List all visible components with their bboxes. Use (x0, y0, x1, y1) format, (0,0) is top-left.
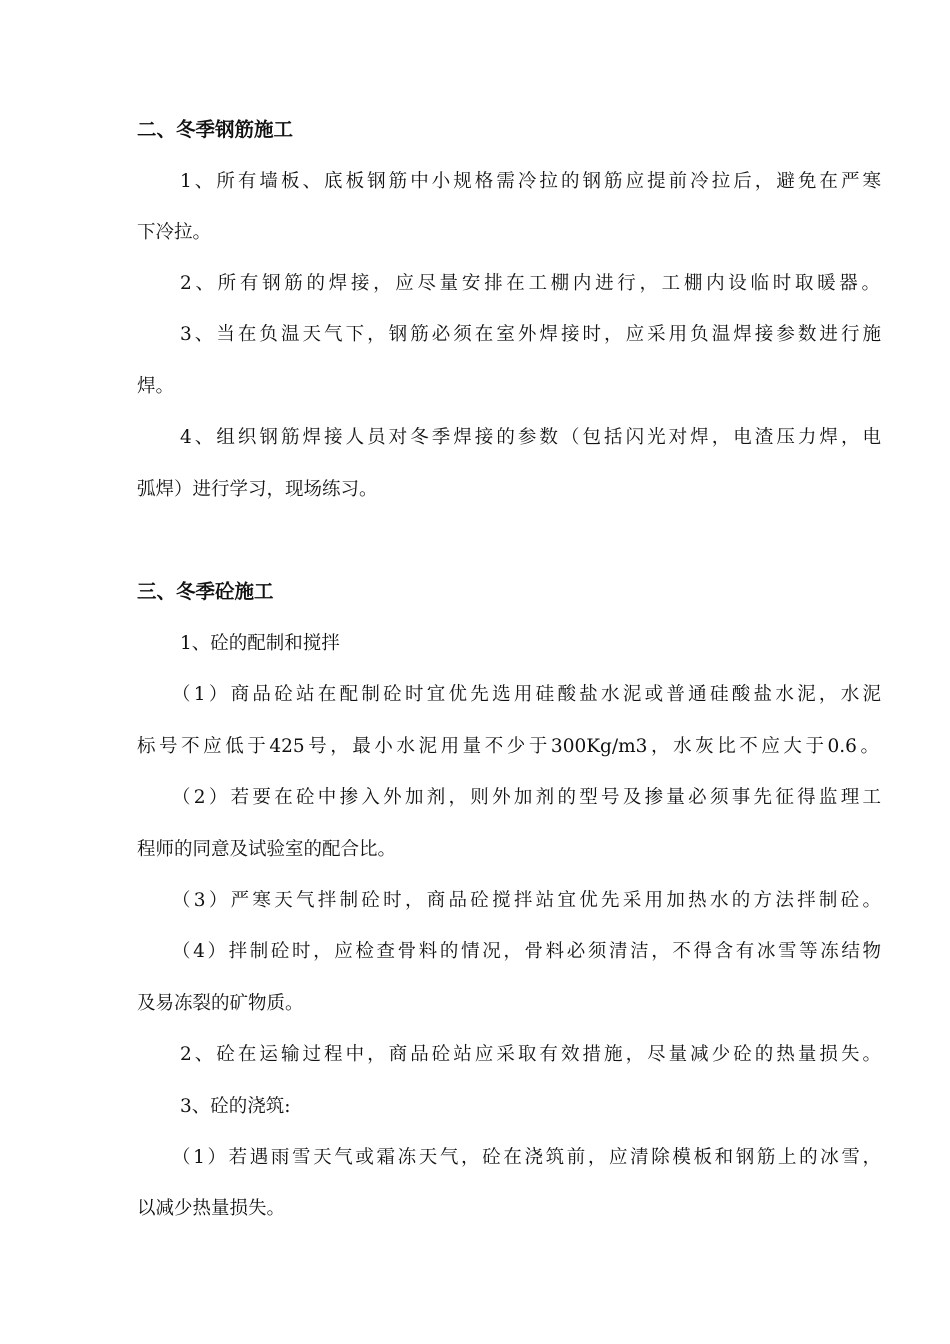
section-2-item-1-line-1: 1、所有墙板、底板钢筋中小规格需冷拉的钢筋应提前冷拉后，避免在严寒 (180, 171, 881, 192)
section-3-para-4-line-2: 及易冻裂的矿物质。 (137, 993, 304, 1014)
section-3-heading: 三、冬季砼施工 (137, 580, 274, 603)
section-3-para-4-line-1: （4）拌制砼时，应检查骨料的情况，骨料必须清洁，不得含有冰雪等冻结物 (172, 941, 881, 962)
section-2-item-3-line-1: 3、当在负温天气下，钢筋必须在室外焊接时，应采用负温焊接参数进行施 (180, 324, 881, 345)
section-2-item-4-line-1: 4、组织钢筋焊接人员对冬季焊接的参数（包括闪光对焊，电渣压力焊，电 (180, 427, 881, 448)
section-2-heading: 二、冬季钢筋施工 (137, 118, 294, 141)
section-3-para-1-line-2: 标号不应低于425号，最小水泥用量不少于300Kg/m3，水灰比不应大于0.6。 (137, 736, 879, 757)
section-3-para-5-line-1: （1）若遇雨雪天气或霜冻天气，砼在浇筑前，应清除模板和钢筋上的冰雪， (172, 1147, 881, 1168)
section-2-item-1-line-2: 下冷拉。 (137, 222, 212, 243)
section-3-para-3: （3）严寒天气拌制砼时，商品砼搅拌站宜优先采用加热水的方法拌制砼。 (172, 890, 881, 911)
section-3-para-1-line-1: （1）商品砼站在配制砼时宜优先选用硅酸盐水泥或普通硅酸盐水泥，水泥 (172, 684, 881, 705)
section-3-subheading-2: 2、砼在运输过程中，商品砼站应采取有效措施，尽量减少砼的热量损失。 (180, 1044, 881, 1065)
section-3-para-5-line-2: 以减少热量损失。 (137, 1198, 286, 1219)
section-3-para-2-line-2: 程师的同意及试验室的配合比。 (137, 839, 397, 860)
section-3-para-2-line-1: （2）若要在砼中掺入外加剂，则外加剂的型号及掺量必须事先征得监理工 (172, 787, 881, 808)
section-2-item-4-line-2: 弧焊）进行学习，现场练习。 (137, 479, 378, 500)
section-2-item-2: 2、所有钢筋的焊接，应尽量安排在工棚内进行，工棚内设临时取暖器。 (180, 273, 880, 294)
section-3-subheading-1: 1、砼的配制和搅拌 (180, 633, 340, 654)
section-3-subheading-3: 3、砼的浇筑: (180, 1096, 291, 1117)
section-2-item-3-line-2: 焊。 (137, 376, 175, 397)
